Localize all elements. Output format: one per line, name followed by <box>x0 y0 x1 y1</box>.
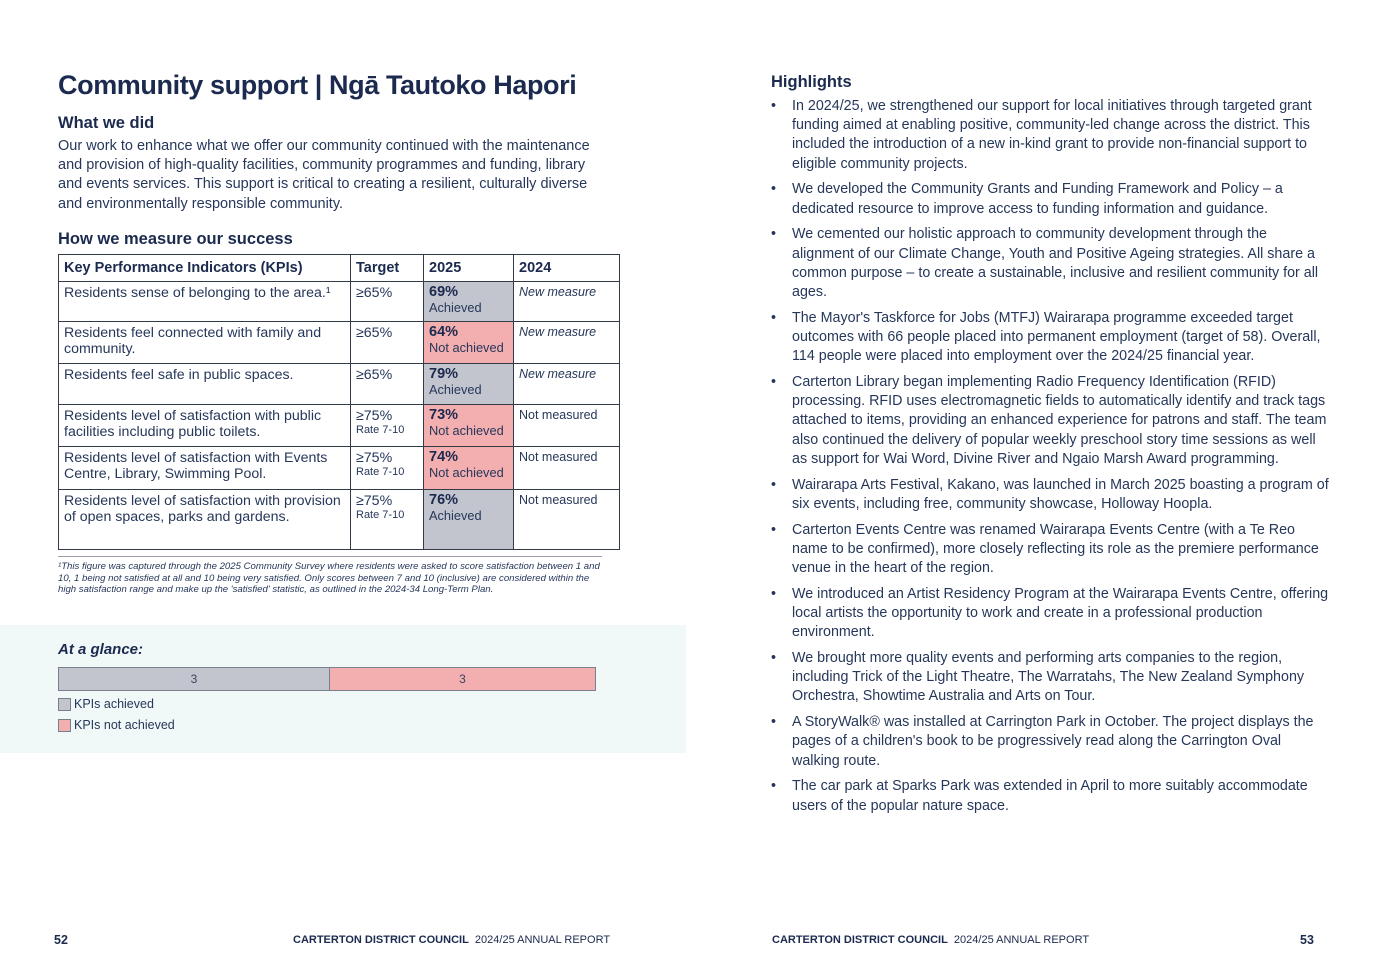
y2024-cell: New measure <box>514 364 620 405</box>
legend-not-achieved-label: KPIs not achieved <box>74 718 175 732</box>
page-footer <box>772 934 1089 946</box>
target-value: ≥65% <box>356 367 393 383</box>
result-value: 69% <box>429 284 459 300</box>
header-2024: 2024 <box>514 255 620 282</box>
target-rate: Rate 7-10 <box>356 424 405 436</box>
result-value: 64% <box>429 324 459 340</box>
target-value: ≥75% <box>356 450 393 466</box>
kpi-cell: Residents feel safe in public spaces. <box>59 364 351 405</box>
bullet: • <box>771 181 777 198</box>
target-value: ≥75% <box>356 493 393 509</box>
result-cell <box>424 490 514 550</box>
page-title: Community support | Ngā Tautoko Hapori <box>58 70 577 100</box>
what-we-did-text: Our work to enhance what we offer our community continued with the maintenance and provision of high-quality facilities, community programmes and funding, library and events services. This support is critical to creating a resilient, culturally diverse and environmentally responsible community. <box>58 138 590 212</box>
kpi-cell: Residents level of satisfaction with public facilities including public toilets. <box>59 405 351 447</box>
legend-not-achieved <box>58 718 175 732</box>
list-item <box>771 476 1331 514</box>
kpi-cell: Residents level of satisfaction with provision of open spaces, parks and gardens. <box>59 490 351 550</box>
right-page <box>686 0 1373 955</box>
target-cell <box>351 282 424 322</box>
footnote-divider <box>58 556 602 557</box>
table-row <box>59 447 620 490</box>
page-number: 52 <box>54 933 68 947</box>
result-status: Achieved <box>429 382 482 397</box>
target-cell <box>351 405 424 447</box>
target-rate: Rate 7-10 <box>356 466 405 478</box>
list-item-text: Carterton Library began implementing Radio Frequency Identification (RFID) processing. RFID uses electromagnetic fields to automatically identify and track tags attached to items, providing an enhanced experience for patrons and staff. The team also continued the delivery of popular weekly preschool story time sessions as well as support for Wai Word, Divine River and Ngaio Marsh Award programming. <box>792 374 1327 467</box>
table-row <box>59 405 620 447</box>
list-item <box>771 309 1331 367</box>
target-value: ≥75% <box>356 408 393 424</box>
footer-org: CARTERTON DISTRICT COUNCIL <box>772 934 948 946</box>
list-item-text: We cemented our holistic approach to community development through the alignment of our Climate Change, Youth and Positive Ageing strategies. All share a common purpose – to create a sustainable, inclusive and resilient community for all ages. <box>792 226 1319 301</box>
result-cell <box>424 322 514 364</box>
list-item-text: The Mayor's Taskforce for Jobs (MTFJ) Wairarapa programme exceeded target outcomes with 66 people placed into permanent employment (target of 58). Overall, 114 people were placed into employment over the 2024/25 financial year. <box>792 309 1321 365</box>
y2024-cell: Not measured <box>514 447 620 490</box>
list-item-text: The car park at Sparks Park was extended in April to more suitably accommodate users of the popular nature space. <box>792 778 1308 814</box>
result-status: Not achieved <box>429 423 504 438</box>
what-we-did-heading: What we did <box>58 114 155 132</box>
bullet: • <box>771 650 777 667</box>
header-kpi: Key Performance Indicators (KPIs) <box>59 255 351 282</box>
target-cell <box>351 490 424 550</box>
kpi-summary-bar <box>58 667 596 691</box>
result-cell <box>424 282 514 322</box>
not-achieved-swatch <box>58 719 71 732</box>
result-status: Achieved <box>429 300 482 315</box>
bullet: • <box>771 476 777 493</box>
list-item <box>771 585 1331 643</box>
footer-report: 2024/25 ANNUAL REPORT <box>474 934 611 946</box>
y2024-cell: New measure <box>514 282 620 322</box>
glance-title: At a glance: <box>58 641 144 658</box>
y2024-cell: New measure <box>514 322 620 364</box>
result-status: Not achieved <box>429 340 504 355</box>
bullet: • <box>771 585 777 602</box>
left-page <box>0 0 686 955</box>
achieved-segment: 3 <box>58 667 330 691</box>
page-number: 53 <box>1300 933 1314 947</box>
not-achieved-segment: 3 <box>330 667 596 691</box>
list-item-text: A StoryWalk® was installed at Carrington Park in October. The project displays the pages of a children's book to be progressively read along the Carrington Oval walking route. <box>792 714 1314 769</box>
kpi-table <box>58 254 620 550</box>
table-row <box>59 364 620 405</box>
result-value: 73% <box>429 407 459 423</box>
list-item <box>771 225 1331 302</box>
bullet: • <box>771 374 777 391</box>
result-value: 74% <box>429 449 459 465</box>
result-cell <box>424 447 514 490</box>
list-item <box>771 373 1331 469</box>
kpi-table-header <box>59 255 620 282</box>
at-a-glance-panel <box>0 625 686 753</box>
result-status: Not achieved <box>429 465 504 480</box>
legend-achieved <box>58 697 154 711</box>
list-item <box>771 649 1331 707</box>
header-target: Target <box>351 255 424 282</box>
list-item <box>771 777 1331 815</box>
y2024-cell: Not measured <box>514 490 620 550</box>
list-item <box>771 97 1331 174</box>
page-footer <box>293 934 610 946</box>
result-cell <box>424 405 514 447</box>
target-cell <box>351 322 424 364</box>
footer-report: 2024/25 ANNUAL REPORT <box>953 934 1090 946</box>
target-value: ≥65% <box>356 325 393 341</box>
bullet: • <box>771 778 777 795</box>
table-row <box>59 282 620 322</box>
bullet: • <box>771 98 777 114</box>
legend-achieved-label: KPIs achieved <box>74 697 154 711</box>
list-item-text: Wairarapa Arts Festival, Kakano, was launched in March 2025 boasting a program of six events, including free, community showcase, Holloway Hoopla. <box>792 476 1329 512</box>
table-row <box>59 490 620 550</box>
header-2025: 2025 <box>424 255 514 282</box>
footer-org: CARTERTON DISTRICT COUNCIL <box>293 934 469 946</box>
list-item <box>771 180 1331 218</box>
list-item <box>771 521 1331 579</box>
footnote: ¹This figure was captured through the 2025 Community Survey where residents were asked to score satisfaction between 1 and 10, 1 being not satisfied at all and 10 being very satisfied. Only scores between 7 and 10 (inclusive) are considered within the high satisfaction range and make up the 'satisfied' statistic, as outlined in the 2024-34 Long-Term Plan. <box>58 561 600 595</box>
result-status: Achieved <box>429 508 482 523</box>
bullet: • <box>771 521 777 538</box>
result-value: 76% <box>429 492 459 508</box>
list-item <box>771 713 1331 771</box>
list-item-text: In 2024/25, we strengthened our support for local initiatives through targeted grant funding aimed at enabling positive, community-led change across the district. This included the introduction of a new in-kind grant to provide non-financial support to eligible community projects. <box>792 98 1312 172</box>
table-row <box>59 322 620 364</box>
bullet: • <box>771 309 777 326</box>
achieved-swatch <box>58 698 71 711</box>
kpi-cell: Residents feel connected with family and community. <box>59 322 351 364</box>
result-cell <box>424 364 514 405</box>
list-item-text: We brought more quality events and performing arts companies to the region, including Trick of the Light Theatre, The Warratahs, The New Zealand Symphony Orchestra, Showtime Australia and Arts on Tour. <box>792 650 1305 705</box>
list-item-text: We introduced an Artist Residency Program at the Wairarapa Events Centre, offering local artists the opportunity to work and create in a professional production environment. <box>792 585 1329 641</box>
target-rate: Rate 7-10 <box>356 509 405 521</box>
result-value: 79% <box>429 366 459 382</box>
measure-heading: How we measure our success <box>58 230 293 248</box>
kpi-cell: Residents sense of belonging to the area.¹ <box>59 282 351 322</box>
bullet: • <box>771 714 777 731</box>
kpi-cell: Residents level of satisfaction with Events Centre, Library, Swimming Pool. <box>59 447 351 490</box>
highlights-list <box>771 97 1331 822</box>
y2024-cell: Not measured <box>514 405 620 447</box>
list-item-text: We developed the Community Grants and Funding Framework and Policy – a dedicated resource to improve access to funding information and guidance. <box>792 181 1283 217</box>
bullet: • <box>771 226 777 243</box>
target-cell <box>351 364 424 405</box>
highlights-heading: Highlights <box>771 73 852 91</box>
list-item-text: Carterton Events Centre was renamed Wairarapa Events Centre (with a Te Reo name to be confirmed), more closely reflecting its role as the premiere performance venue in the heart of the region. <box>792 521 1319 577</box>
target-value: ≥65% <box>356 285 393 301</box>
target-cell <box>351 447 424 490</box>
